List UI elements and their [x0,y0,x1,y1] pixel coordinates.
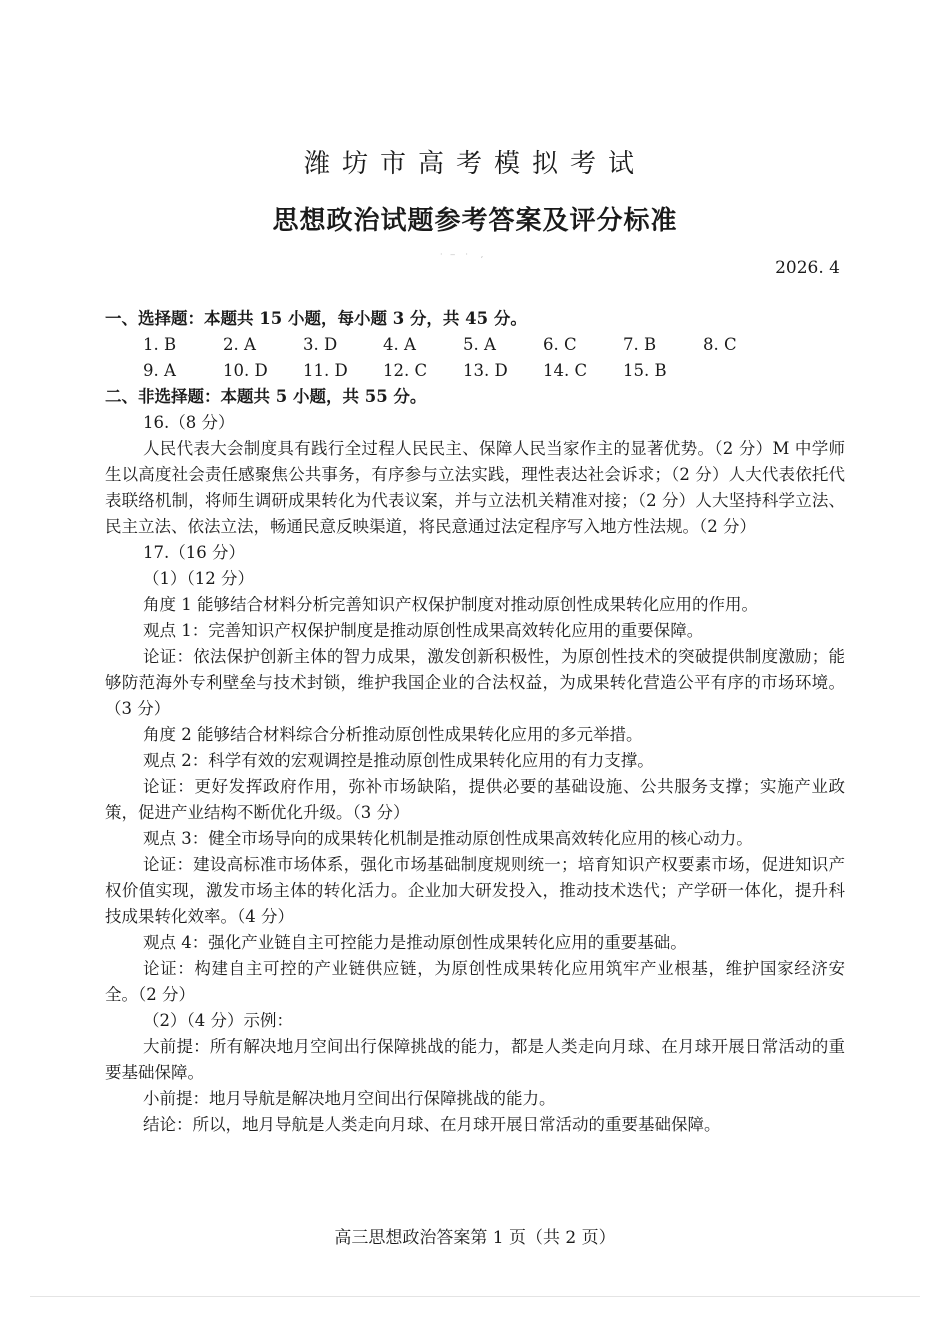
answer-item: 14. C [543,361,588,380]
scan-smudge: · ‒ · , [440,250,484,259]
answer-paragraph: 大前提：所有解决地月空间出行保障挑战的能力，都是人类走向月球、在月球开展日常活动的重要基础保障。 [105,1037,845,1082]
answer-item: 15. B [623,361,667,380]
answer-paragraph: 观点 1：完善知识产权保护制度是推动原创性成果高效转化应用的重要保障。 [143,621,704,640]
section1-heading: 一、选择题：本题共 15 小题，每小题 3 分，共 45 分。 [105,309,527,328]
answer-paragraph: 观点 3：健全市场导向的成果转化机制是推动原创性成果高效转化应用的核心动力。 [143,829,753,848]
answer-item: 10. D [223,361,268,380]
answer-paragraph: 论证：建设高标准市场体系，强化市场基础制度规则统一；培育知识产权要素市场，促进知识产权价值实现，激发市场主体的转化活力。企业加大研发投入，推动技术迭代；产学研一体化，提升科技成果转化效率。（4 分） [105,855,845,926]
answer-item: 7. B [623,335,657,354]
sub-question: （2）（4 分）示例： [143,1011,293,1030]
answer-item: 1. B [143,335,177,354]
answer-body [105,306,845,1138]
answer-paragraph: 观点 2：科学有效的宏观调控是推动原创性成果转化应用的有力支撑。 [143,751,654,770]
answer-paragraph: 角度 2 能够结合材料综合分析推动原创性成果转化应用的多元举措。 [143,725,643,744]
question-number: 16.（8 分） [143,413,235,432]
question-number: 17.（16 分） [143,543,245,562]
answer-paragraph: 角度 1 能够结合材料分析完善知识产权保护制度对推动原创性成果转化应用的作用。 [143,595,758,614]
answer-item: 4. A [383,335,416,354]
answer-row-2 [105,358,845,384]
answer-paragraph: 论证：依法保护创新主体的智力成果，激发创新积极性，为原创性技术的突破提供制度激励；能够防范海外专利壁垒与技术封锁，维护我国企业的合法权益，为成果转化营造公平有序的市场环境。（3 分） [105,647,845,718]
section2-heading: 二、非选择题：本题共 5 小题，共 55 分。 [105,387,427,406]
answer-item: 9. A [143,361,176,380]
answer-item: 8. C [703,335,737,354]
answer-paragraph: 论证：更好发挥政府作用，弥补市场缺陷，提供必要的基础设施、公共服务支撑；实施产业政策，促进产业结构不断优化升级。（3 分） [105,777,845,822]
answer-item: 13. D [463,361,508,380]
date: 2026. 4 [775,258,840,278]
answer-paragraph: 人民代表大会制度具有践行全过程人民民主、保障人民当家作主的显著优势。（2 分）M 中学师生以高度社会责任感聚焦公共事务，有序参与立法实践，理性表达社会诉求；（2 分）人大代表依托代表联络机制，将师生调研成果转化为代表议案，并与立法机关精准对接；（2 分）人大坚持科学立法、民主立法、依法立法，畅通民意反映渠道，将民意通过法定程序写入地方性法规。（2 分） [105,439,845,536]
answer-item: 6. C [543,335,577,354]
answer-item: 3. D [303,335,338,354]
answer-item: 5. A [463,335,496,354]
answer-paragraph: 结论：所以，地月导航是人类走向月球、在月球开展日常活动的重要基础保障。 [143,1115,721,1134]
page-footer: 高三思想政治答案第 1 页（共 2 页） [334,1228,616,1248]
answer-item: 12. C [383,361,428,380]
answer-item: 2. A [223,335,256,354]
answer-paragraph: 小前提：地月导航是解决地月空间出行保障挑战的能力。 [143,1089,556,1108]
exam-title: 潍坊市高考模拟考试 [303,149,646,179]
answer-paragraph: 观点 4：强化产业链自主可控能力是推动原创性成果转化应用的重要基础。 [143,933,687,952]
answer-row-1 [105,332,845,358]
bottom-divider [30,1296,920,1297]
sub-question: （1）（12 分） [143,569,254,588]
answer-paragraph: 论证：构建自主可控的产业链供应链，为原创性成果转化应用筑牢产业根基，维护国家经济安全。（2 分） [105,959,845,1004]
answer-item: 11. D [303,361,348,380]
document-title: 思想政治试题参考答案及评分标准 [272,206,678,236]
